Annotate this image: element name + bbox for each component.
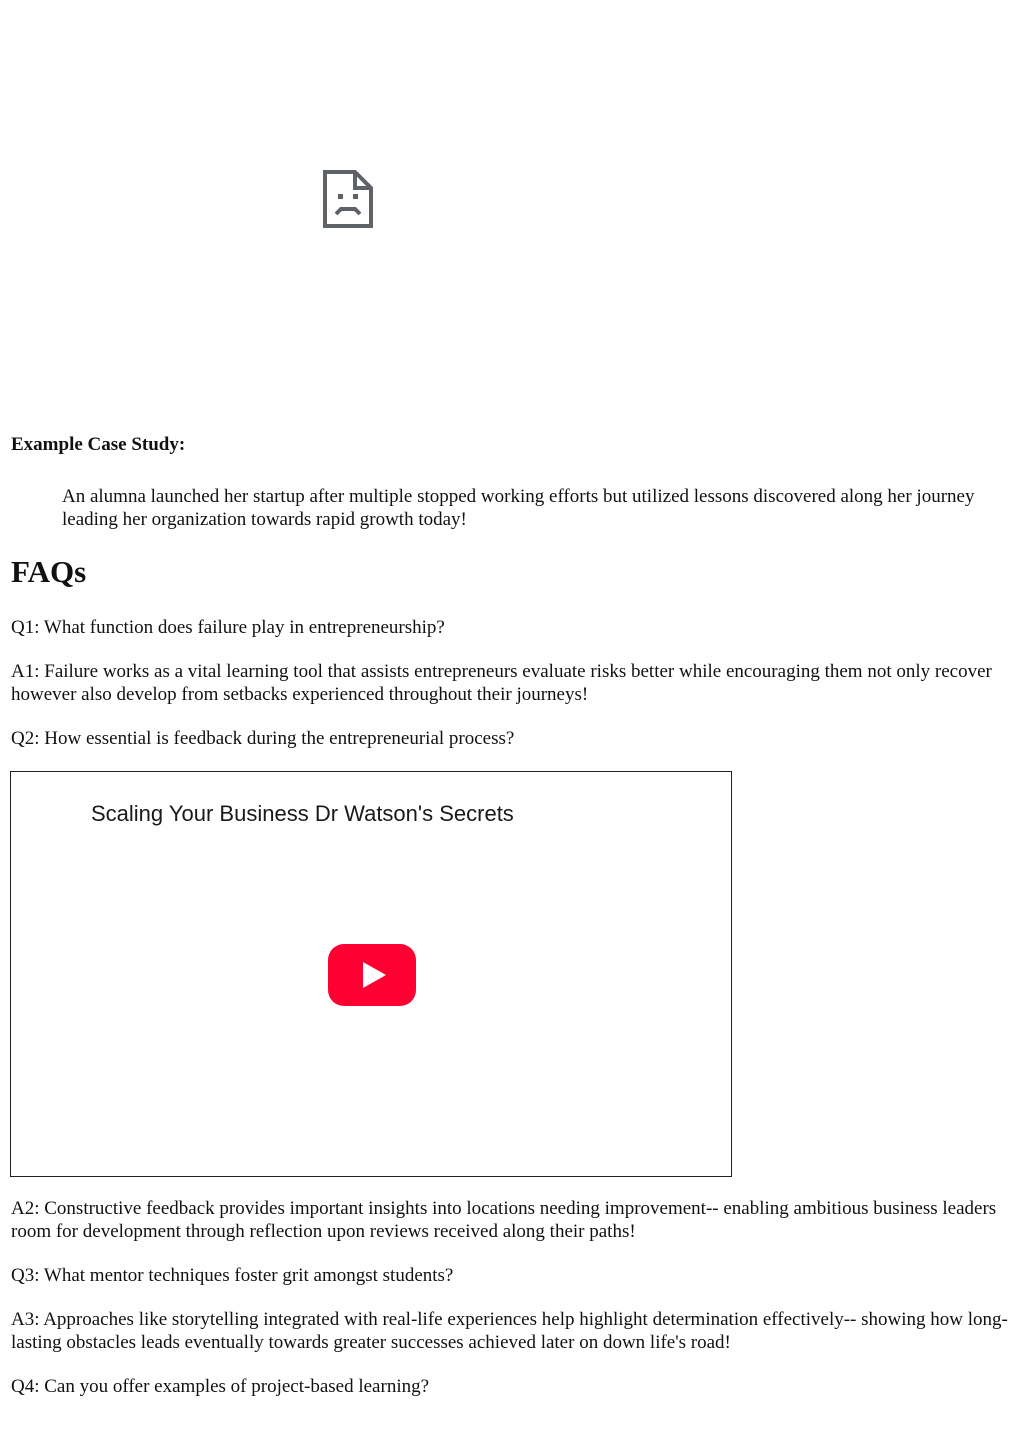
faq-answer-2: A2: Constructive feedback provides important insights into locations needing improvement-- enabling ambitious business leaders room for development through reflection upon reviews received along their paths! (11, 1198, 997, 1242)
faq-question-2: Q2: How essential is feedback during the entrepreneurial process? (11, 728, 515, 749)
faq-answer-1: A1: Failure works as a vital learning tool that assists entrepreneurs evaluate risks better while encouraging them not only recover however also develop from setbacks experienced throughout their journeys! (11, 661, 992, 705)
case-study-quote: An alumna launched her startup after multiple stopped working efforts but utilized lessons discovered along her journey leading her organization towards rapid growth today! (62, 486, 975, 530)
faq-question-4: Q4: Can you offer examples of project-based learning? (11, 1376, 430, 1397)
faq-question-1: Q1: What function does failure play in entrepreneurship? (11, 617, 445, 638)
youtube-play-icon[interactable] (328, 944, 416, 1006)
faq-answer-3: A3: Approaches like storytelling integrated with real-life experiences help highlight determination effectively-- showing how long-lasting obstacles leads eventually towards greater successes achieved later on down life's road! (11, 1309, 1008, 1353)
faq-question-3: Q3: What mentor techniques foster grit amongst students? (11, 1265, 454, 1286)
faqs-heading: FAQs (11, 554, 87, 589)
broken-page-icon (323, 170, 373, 228)
youtube-video-embed[interactable] (10, 771, 732, 1177)
case-study-label: Example Case Study: (11, 434, 186, 455)
broken-embed-frame (11, 0, 731, 405)
video-title[interactable]: Scaling Your Business Dr Watson's Secrets (91, 801, 514, 826)
